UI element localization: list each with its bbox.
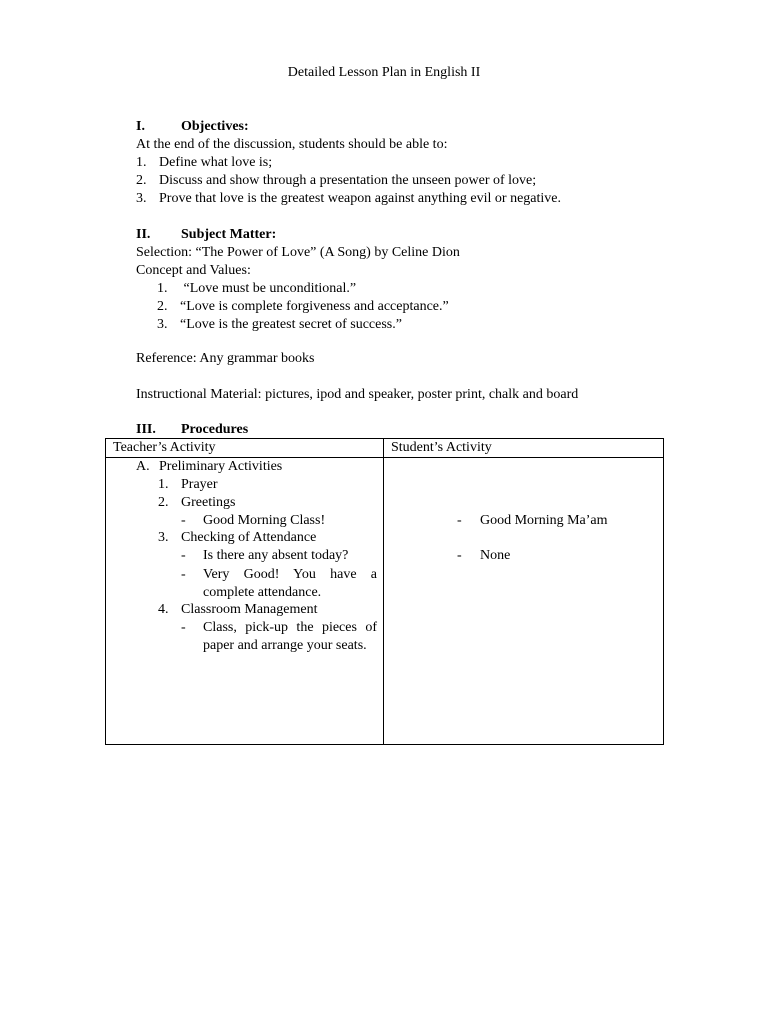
value-item xyxy=(157,280,356,298)
value-text: “Love is the greatest secret of success.” xyxy=(180,317,402,332)
teacher-activity-cell xyxy=(106,458,384,745)
teacher-activity-header: Teacher’s Activity xyxy=(106,439,384,458)
step-number: 2. xyxy=(158,495,169,510)
concept-values-label: Concept and Values: xyxy=(136,263,251,278)
objective-text: Define what love is; xyxy=(159,155,273,170)
section-letter: A. xyxy=(136,459,150,474)
instructional-material-line: Instructional Material: pictures, ipod and speaker, poster print, chalk and board xyxy=(136,387,579,402)
objective-item xyxy=(136,172,536,190)
reference-line: Reference: Any grammar books xyxy=(136,351,315,366)
objectives-heading xyxy=(136,118,249,136)
dash-bullet: - xyxy=(181,513,186,528)
step-label: Greetings xyxy=(181,495,236,510)
objective-item xyxy=(136,154,272,172)
table-body-row xyxy=(106,458,664,745)
student-greeting-reply: Good Morning Ma’am xyxy=(480,513,608,528)
value-number: 1. xyxy=(157,281,168,296)
student-activity-header: Student’s Activity xyxy=(384,439,664,458)
procedures-table xyxy=(105,438,664,745)
value-item xyxy=(157,316,402,334)
objectives-intro: At the end of the discussion, students should be able to: xyxy=(136,137,448,152)
value-text: “Love must be unconditional.” xyxy=(180,281,357,296)
teacher-absent-question: Is there any absent today? xyxy=(203,548,349,563)
objectives-numeral: I. xyxy=(136,119,145,134)
objective-number: 1. xyxy=(136,155,147,170)
selection-line: Selection: “The Power of Love” (A Song) by Celine Dion xyxy=(136,245,460,260)
dash-bullet: - xyxy=(457,513,462,528)
objective-number: 3. xyxy=(136,191,147,206)
dash-bullet: - xyxy=(181,567,186,582)
objective-item xyxy=(136,190,561,208)
value-item xyxy=(157,298,449,316)
student-absent-reply: None xyxy=(480,548,511,563)
dash-bullet: - xyxy=(457,548,462,563)
procedures-heading-text: Procedures xyxy=(181,422,249,437)
value-text: “Love is complete forgiveness and acceptance.” xyxy=(180,299,449,314)
subject-matter-heading xyxy=(136,226,276,244)
value-number: 2. xyxy=(157,299,168,314)
student-activity-cell xyxy=(384,458,664,745)
objectives-heading-text: Objectives: xyxy=(181,119,249,134)
teacher-class-pickup: Class, pick-up the pieces of paper and arrange your seats. xyxy=(203,620,377,653)
step-number: 3. xyxy=(158,530,169,545)
step-label: Prayer xyxy=(181,477,218,492)
teacher-greeting: Good Morning Class! xyxy=(203,513,326,528)
section-label: Preliminary Activities xyxy=(159,459,283,474)
objective-text: Prove that love is the greatest weapon against anything evil or negative. xyxy=(159,191,561,206)
subject-matter-heading-text: Subject Matter: xyxy=(181,227,277,242)
table-header-row xyxy=(106,439,664,458)
dash-bullet: - xyxy=(181,620,186,635)
step-label: Classroom Management xyxy=(181,602,318,617)
teacher-very-good: Very Good! You have a complete attendance. xyxy=(203,567,377,600)
value-number: 3. xyxy=(157,317,168,332)
step-label: Checking of Attendance xyxy=(181,530,317,545)
step-number: 1. xyxy=(158,477,169,492)
document-title: Detailed Lesson Plan in English II xyxy=(287,65,481,80)
subject-matter-numeral: II. xyxy=(136,227,151,242)
objective-number: 2. xyxy=(136,173,147,188)
dash-bullet: - xyxy=(181,548,186,563)
step-number: 4. xyxy=(158,602,169,617)
procedures-heading xyxy=(136,421,248,439)
procedures-numeral: III. xyxy=(136,422,156,437)
objective-text: Discuss and show through a presentation the unseen power of love; xyxy=(159,173,537,188)
